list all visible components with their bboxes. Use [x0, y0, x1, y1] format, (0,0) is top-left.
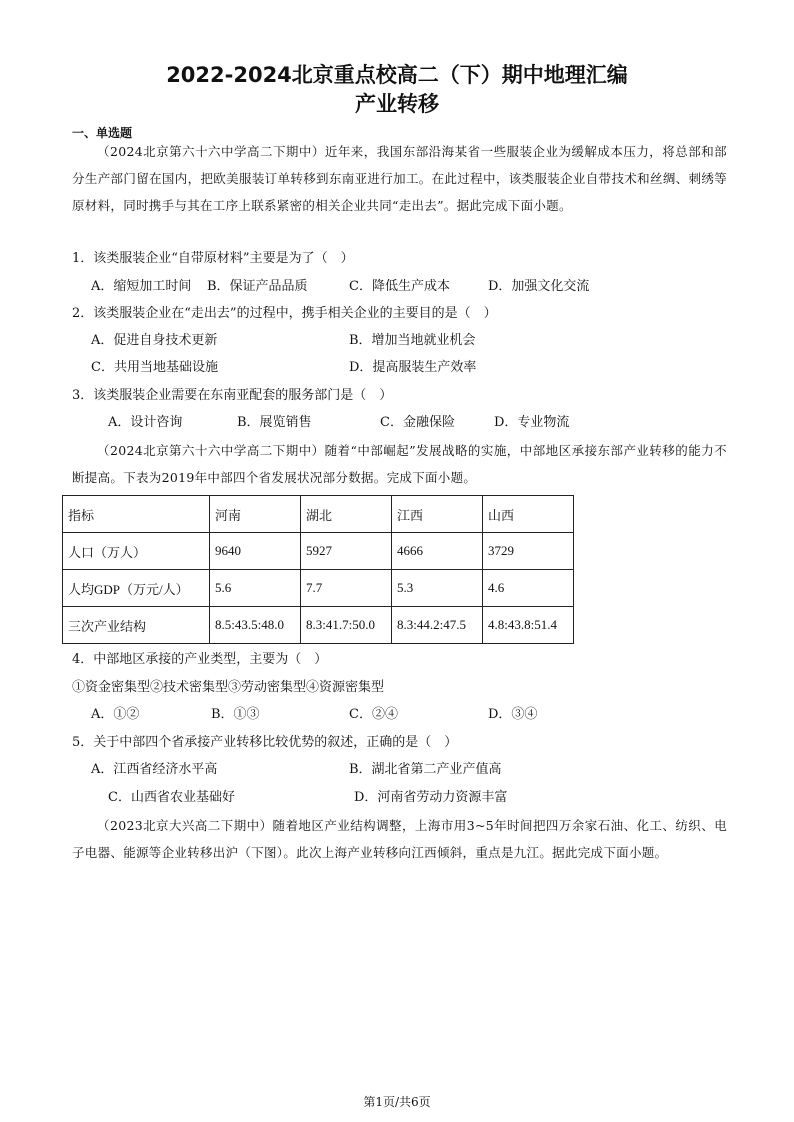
table-cell: 人均GDP（万元/人）: [63, 570, 210, 607]
table-header-cell: 指标: [63, 496, 210, 533]
q1-option-a[interactable]: A．缩短加工时间: [91, 279, 192, 294]
q4-option-c[interactable]: C．②④: [349, 707, 398, 722]
question-4-stem: 4．中部地区承接的产业类型，主要为（ ）: [72, 652, 328, 667]
q4-option-b[interactable]: B．①③: [211, 707, 260, 722]
table-row: [63, 533, 574, 570]
q5-option-d[interactable]: D．河南省劳动力资源丰富: [354, 790, 508, 805]
q2-option-d[interactable]: D．提高服装生产效率: [349, 360, 477, 375]
document-subtitle: 产业转移: [355, 92, 439, 116]
table-cell: 5.6: [210, 570, 301, 607]
page-footer: 第1页/共6页: [363, 1095, 431, 1109]
q1-option-c[interactable]: C．降低生产成本: [349, 279, 450, 294]
question-3-stem: 3．该类服装企业需要在东南亚配套的服务部门是（ ）: [72, 388, 393, 403]
q3-option-d[interactable]: D．专业物流: [494, 415, 570, 430]
passage-3: （2023北京大兴高二下期中）随着地区产业结构调整，上海市用3~5年时间把四万余家石油、化工、纺织、电子电器、能源等企业转移出沪（下图）。此次上海产业转移向江西倾斜，重点是九江。据此完成下面小题。: [72, 818, 727, 860]
q3-option-a[interactable]: A．设计咨询: [108, 415, 183, 430]
q3-option-c[interactable]: C．金融保险: [380, 415, 455, 430]
table-cell: 7.7: [301, 570, 392, 607]
table-cell: 4.6: [483, 570, 574, 607]
table-cell: 5.3: [392, 570, 483, 607]
q2-option-a[interactable]: A．促进自身技术更新: [91, 333, 218, 348]
q5-option-b[interactable]: B．湖北省第二产业产值高: [349, 762, 502, 777]
question-5-stem: 5．关于中部四个省承接产业转移比较优势的叙述，正确的是（ ）: [72, 735, 458, 750]
q3-option-b[interactable]: B．展览销售: [237, 415, 312, 430]
q1-option-b[interactable]: B．保证产品品质: [207, 279, 308, 294]
q5-option-a[interactable]: A．江西省经济水平高: [91, 762, 218, 777]
table-row: [63, 570, 574, 607]
question-1-stem: 1．该类服装企业“自带原材料”主要是为了（ ）: [72, 251, 354, 266]
table-cell: 4666: [392, 533, 483, 570]
q4-option-d[interactable]: D．③④: [488, 707, 538, 722]
province-data-table: [62, 495, 574, 644]
q5-option-c[interactable]: C．山西省农业基础好: [108, 790, 235, 805]
passage-2: （2024北京第六十六中学高二下期中）随着“中部崛起”发展战略的实施，中部地区承接东部产业转移的能力不断提高。下表为2019年中部四个省发展状况部分数据。完成下面小题。: [72, 443, 727, 485]
q1-option-d[interactable]: D．加强文化交流: [488, 279, 590, 294]
document-title: 2022-2024北京重点校高二（下）期中地理汇编: [166, 63, 628, 87]
q2-option-b[interactable]: B．增加当地就业机会: [349, 333, 476, 348]
table-cell: 人口（万人）: [63, 533, 210, 570]
table-header-row: [63, 496, 574, 533]
table-cell: 4.8:43.8:51.4: [483, 607, 574, 644]
table-row: [63, 607, 574, 644]
table-cell: 8.3:44.2:47.5: [392, 607, 483, 644]
table-cell: 9640: [210, 533, 301, 570]
table-header-cell: 江西: [392, 496, 483, 533]
table-header-cell: 河南: [210, 496, 301, 533]
q2-option-c[interactable]: C．共用当地基础设施: [91, 360, 218, 375]
table-cell: 3729: [483, 533, 574, 570]
table-header-cell: 湖北: [301, 496, 392, 533]
table-header-cell: 山西: [483, 496, 574, 533]
question-4-items: ①资金密集型②技术密集型③劳动密集型④资源密集型: [72, 680, 385, 695]
passage-1: （2024北京第六十六中学高二下期中）近年来，我国东部沿海某省一些服装企业为缓解成本压力，将总部和部分生产部门留在国内，把欧美服装订单转移到东南亚进行加工。在此过程中，该类服装企业自带技术和丝绸、刺绣等原材料，同时携手与其在工序上联系紧密的相关企业共同“走出去”。据此完成下面小题。: [72, 144, 727, 213]
question-2-stem: 2．该类服装企业在“走出去”的过程中，携手相关企业的主要目的是（ ）: [72, 306, 497, 321]
table-cell: 5927: [301, 533, 392, 570]
q4-option-a[interactable]: A．①②: [91, 707, 140, 722]
table-cell: 8.3:41.7:50.0: [301, 607, 392, 644]
section-heading: 一、单选题: [72, 126, 133, 140]
table-cell: 三次产业结构: [63, 607, 210, 644]
table-cell: 8.5:43.5:48.0: [210, 607, 301, 644]
